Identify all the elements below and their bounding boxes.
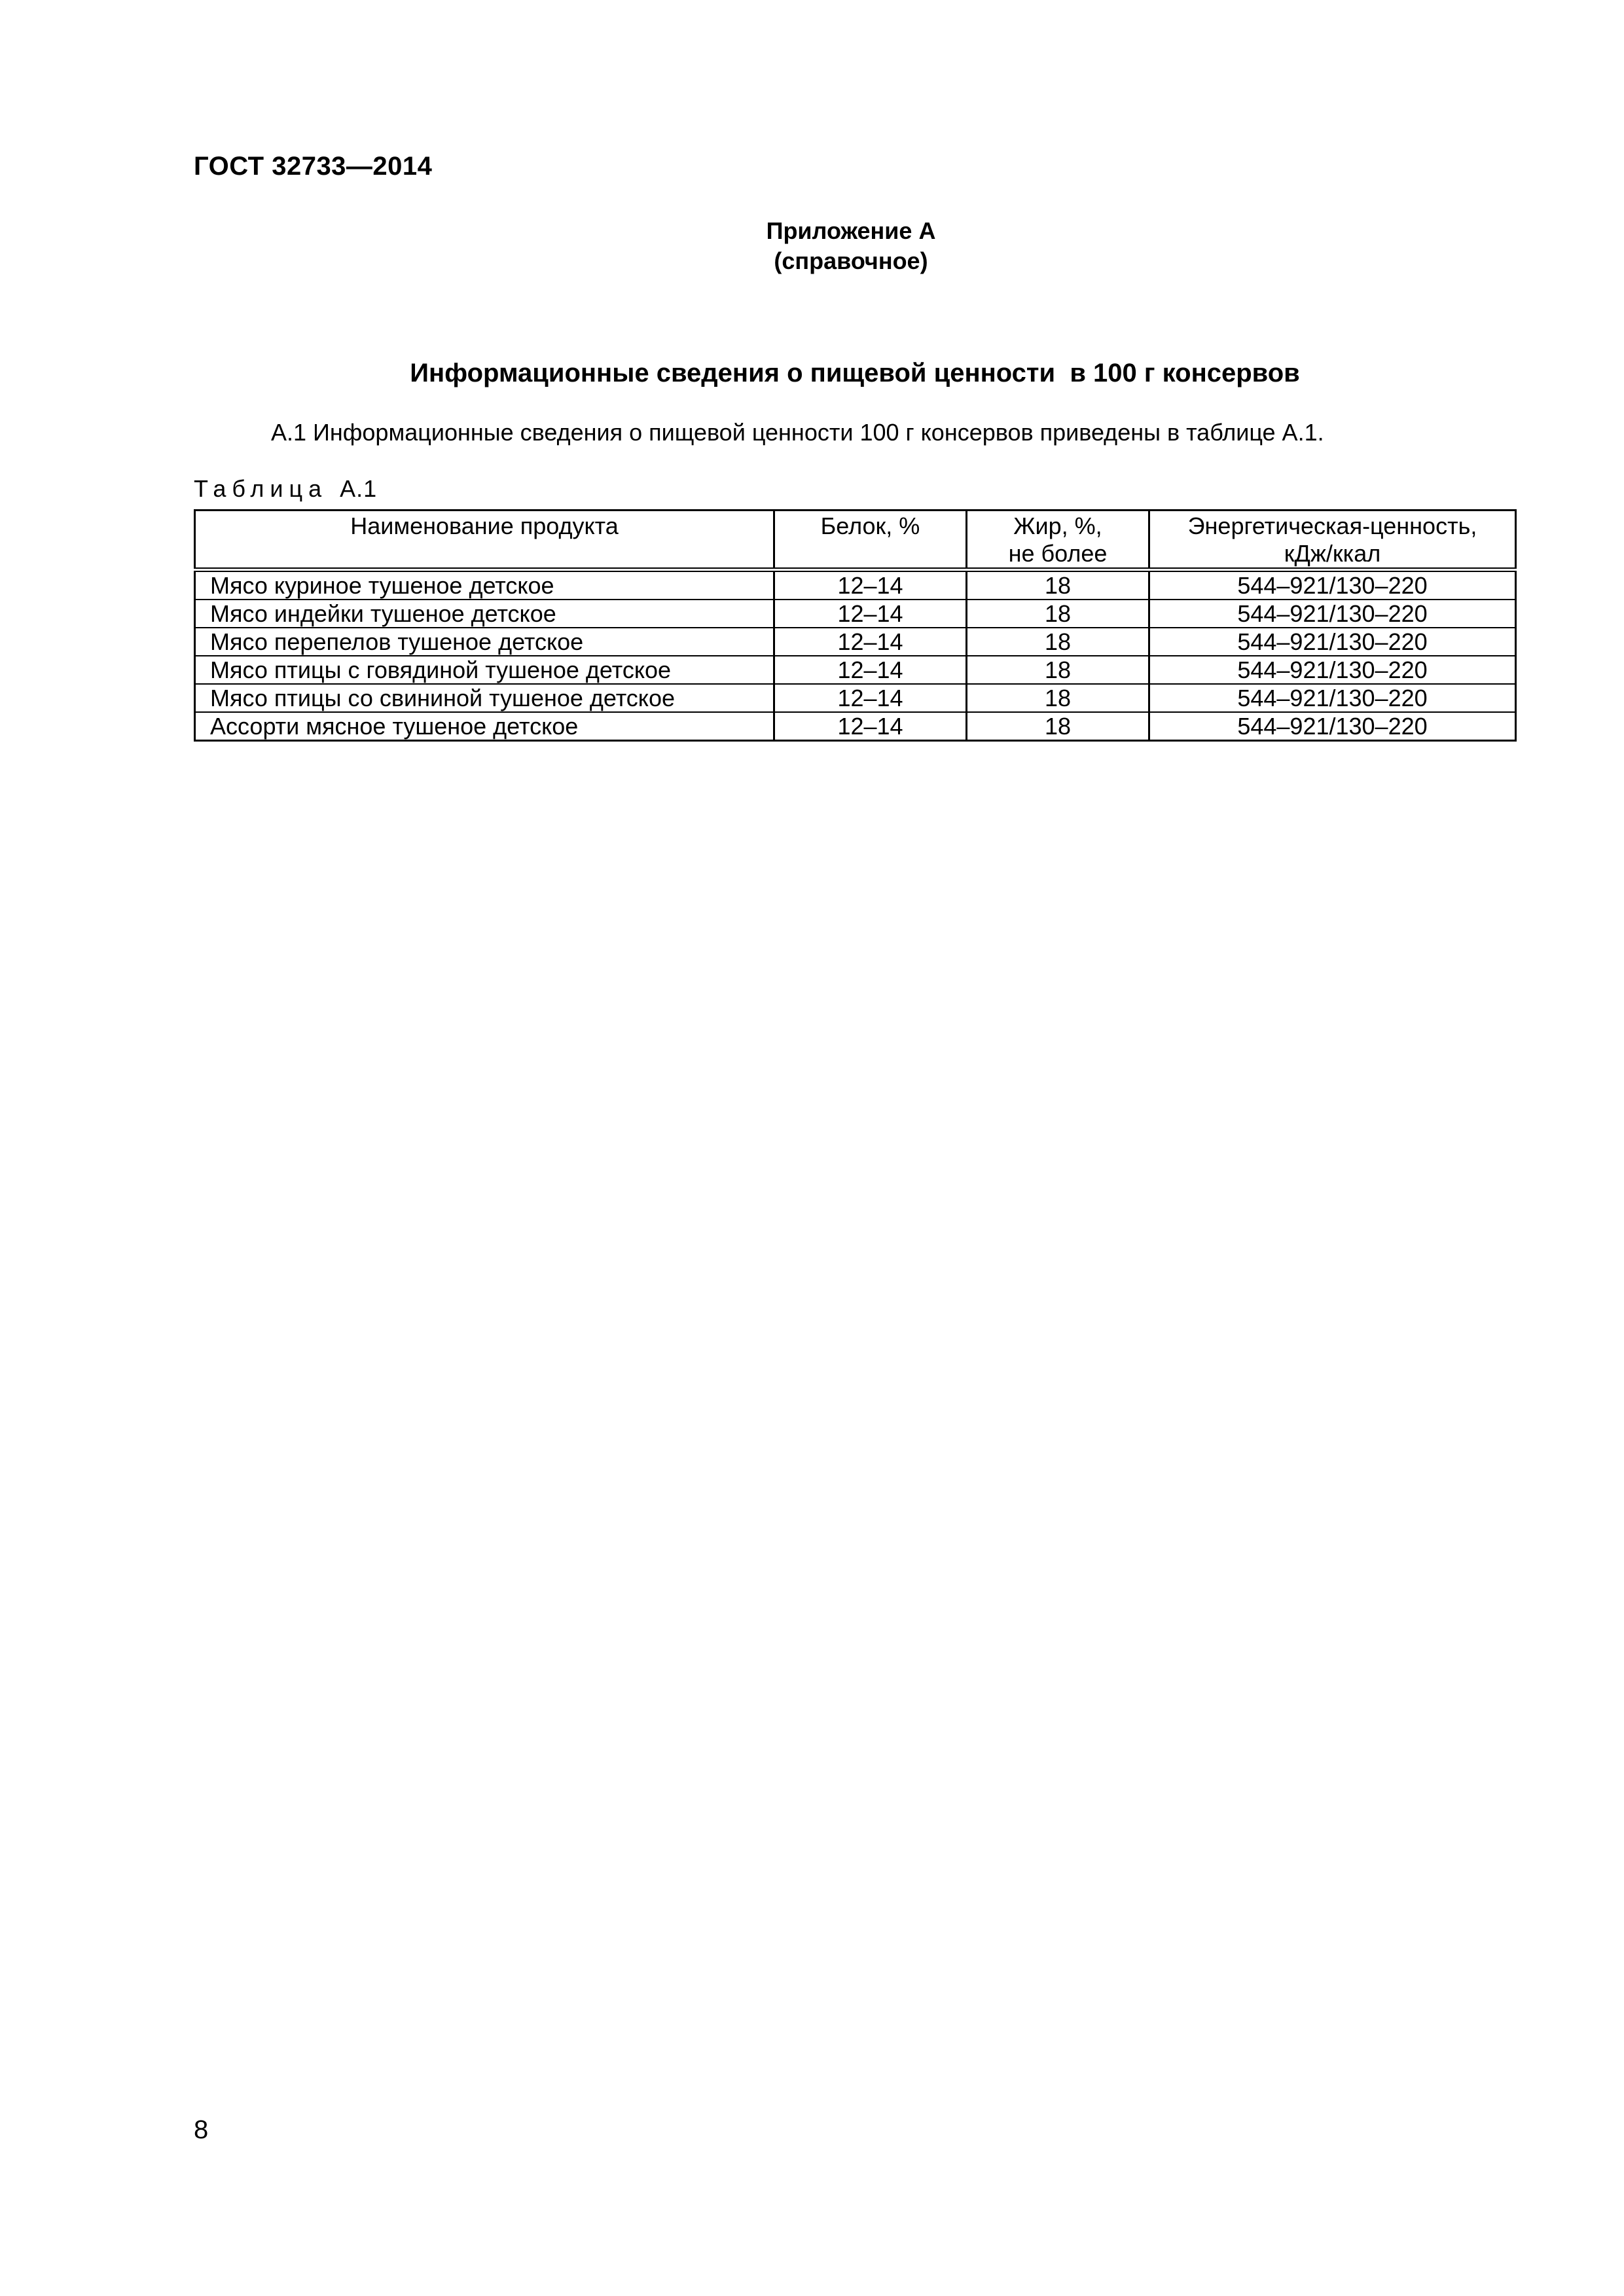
table-row [195, 628, 1516, 656]
table-row [195, 656, 1516, 684]
cell-energy: 544–921/130–220 [1149, 712, 1516, 741]
cell-fat: 18 [967, 684, 1149, 712]
cell-fat: 18 [967, 656, 1149, 684]
header-fat-line1: Жир, %, [1013, 512, 1102, 539]
table-caption [194, 475, 377, 503]
intro-paragraph: А.1 Информационные сведения о пищевой ценности 100 г консервов приведены в таблице А.1. [271, 419, 1324, 446]
table-row [195, 712, 1516, 741]
cell-fat: 18 [967, 570, 1149, 600]
table-caption-word: Таблица [194, 475, 328, 502]
nutrition-table [194, 509, 1517, 742]
header-product-name: Наименование продукта [195, 511, 774, 570]
cell-fat: 18 [967, 712, 1149, 741]
page-number: 8 [194, 2115, 209, 2144]
cell-protein: 12–14 [774, 628, 967, 656]
cell-protein: 12–14 [774, 712, 967, 741]
table-row [195, 570, 1516, 600]
cell-protein: 12–14 [774, 684, 967, 712]
cell-protein: 12–14 [774, 600, 967, 628]
document-code: ГОСТ 32733—2014 [194, 152, 433, 181]
cell-product-name: Мясо птицы со свининой тушеное детское [195, 684, 774, 712]
table-header-row [195, 511, 1516, 570]
cell-product-name: Мясо птицы с говядиной тушеное детское [195, 656, 774, 684]
cell-product-name: Мясо перепелов тушеное детское [195, 628, 774, 656]
appendix-title: Приложение А [766, 217, 936, 244]
header-fat [967, 511, 1149, 570]
section-heading: Информационные сведения о пищевой ценности в 100 г консервов [410, 359, 1300, 387]
cell-fat: 18 [967, 628, 1149, 656]
table-row [195, 684, 1516, 712]
cell-product-name: Мясо индейки тушеное детское [195, 600, 774, 628]
appendix-kind: (справочное) [774, 247, 928, 274]
header-protein: Белок, % [774, 511, 967, 570]
cell-energy: 544–921/130–220 [1149, 628, 1516, 656]
table-caption-number: А.1 [340, 475, 378, 502]
cell-protein: 12–14 [774, 570, 967, 600]
header-energy [1149, 511, 1516, 570]
header-fat-line2: не более [1008, 540, 1108, 567]
cell-fat: 18 [967, 600, 1149, 628]
header-energy-line2: кДж/ккал [1284, 540, 1381, 567]
cell-energy: 544–921/130–220 [1149, 656, 1516, 684]
header-energy-line1: Энергетическая-ценность, [1187, 512, 1477, 539]
cell-energy: 544–921/130–220 [1149, 684, 1516, 712]
table-row [195, 600, 1516, 628]
cell-product-name: Ассорти мясное тушеное детское [195, 712, 774, 741]
cell-protein: 12–14 [774, 656, 967, 684]
cell-product-name: Мясо куриное тушеное детское [195, 570, 774, 600]
cell-energy: 544–921/130–220 [1149, 600, 1516, 628]
cell-energy: 544–921/130–220 [1149, 570, 1516, 600]
